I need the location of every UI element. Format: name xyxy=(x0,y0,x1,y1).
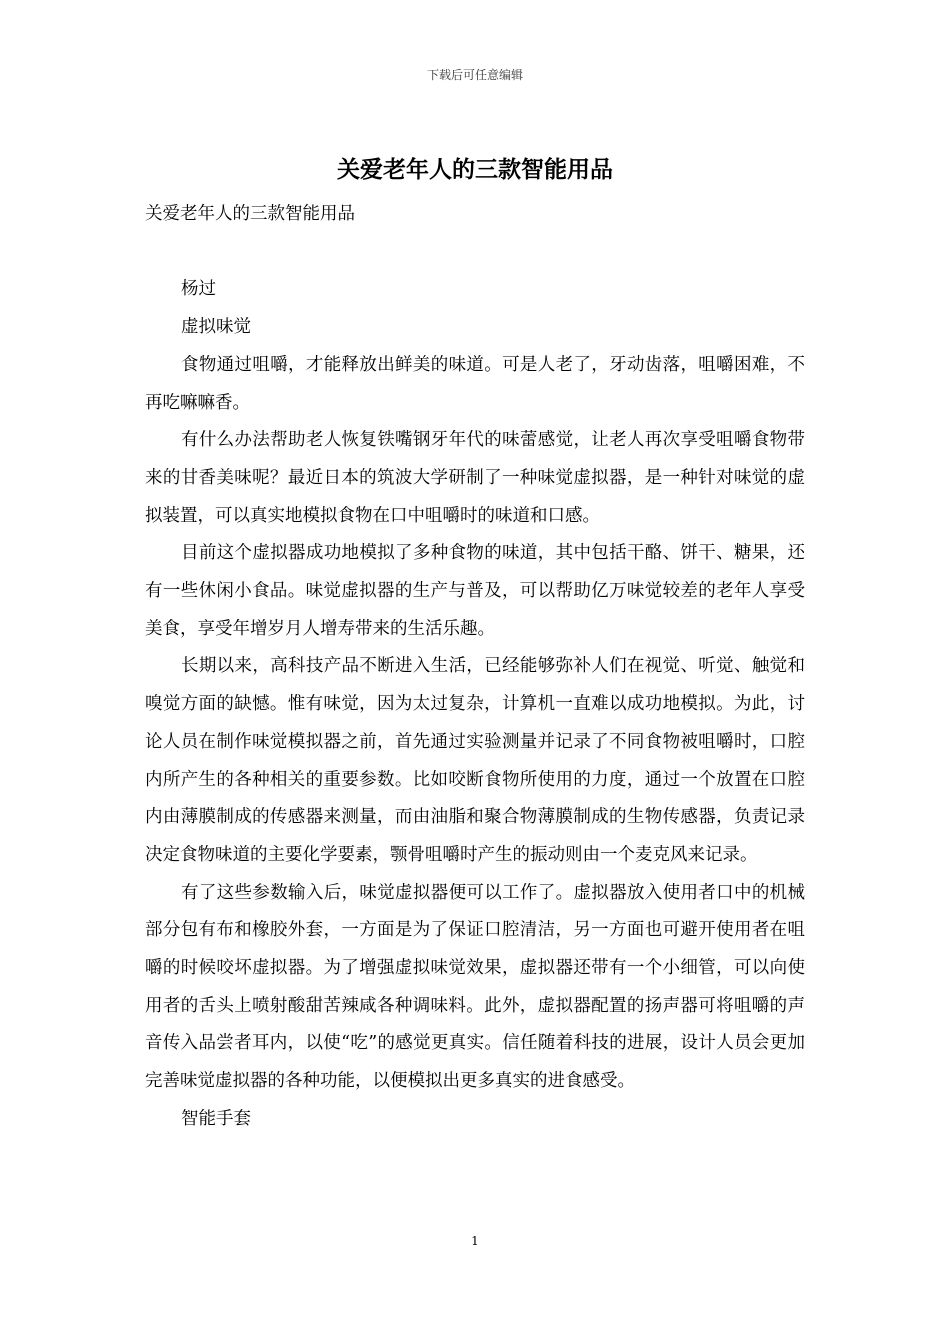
document-body xyxy=(145,196,805,1139)
author-line: 杨过 xyxy=(181,279,216,300)
paragraph: 目前这个虚拟器成功地模拟了多种食物的味道，其中包括干酪、饼干、糖果，还有一些休闲小食品。味觉虚拟器的生产与普及，可以帮助亿万味觉较差的老年人享受美食，享受年增岁月人增寿带来的生活乐趣。 xyxy=(145,543,805,639)
paragraph: 有什么办法帮助老人恢复铁嘴钢牙年代的味蕾感觉，让老人再次享受咀嚼食物带来的甘香美味呢？最近日本的筑波大学研制了一种味觉虚拟器，是一种针对味觉的虚拟装置，可以真实地模拟食物在口中咀嚼时的味道和口感。 xyxy=(145,430,805,526)
subtitle-line: 关爱老年人的三款智能用品 xyxy=(145,204,355,224)
section-heading-virtual-taste: 虚拟味觉 xyxy=(181,317,251,338)
paragraph: 食物通过咀嚼，才能释放出鲜美的味道。可是人老了，牙动齿落，咀嚼困难，不再吃嘛嘛香。 xyxy=(145,354,805,413)
paragraph: 有了这些参数输入后，味觉虚拟器便可以工作了。虚拟器放入使用者口中的机械部分包有布和橡胶外套，一方面是为了保证口腔清洁，另一方面也可避开使用者在咀嚼的时候咬坏虚拟器。为了增强虚拟味觉效果，虚拟器还带有一个小细管，可以向使用者的舌头上喷射酸甜苦辣咸各种调味料。此外，虚拟器配置的扬声器可将咀嚼的声音传入品尝者耳内，以使“吃”的感觉更真实。信任随着科技的进展，设计人员会更加完善味觉虚拟器的各种功能，以便模拟出更多真实的进食感受。 xyxy=(145,882,805,1092)
paragraph: 长期以来，高科技产品不断进入生活，已经能够弥补人们在视觉、听觉、触觉和嗅觉方面的缺憾。惟有味觉，因为太过复杂，计算机一直难以成功地模拟。为此，讨论人员在制作味觉模拟器之前，首先通过实验测量并记录了不同食物被咀嚼时，口腔内所产生的各种相关的重要参数。比如咬断食物所使用的力度，通过一个放置在口腔内由薄膜制成的传感器来测量，而由油脂和聚合物薄膜制成的生物传感器，负责记录决定食物味道的主要化学要素，颚骨咀嚼时产生的振动则由一个麦克风来记录。 xyxy=(145,656,805,865)
section-heading-smart-gloves: 智能手套 xyxy=(181,1108,251,1129)
blank-line xyxy=(145,234,805,272)
page-header: 下载后可任意编辑 xyxy=(426,68,523,82)
page-number: 1 xyxy=(471,1234,479,1248)
document-title: 关爱老年人的三款智能用品 xyxy=(337,156,613,183)
